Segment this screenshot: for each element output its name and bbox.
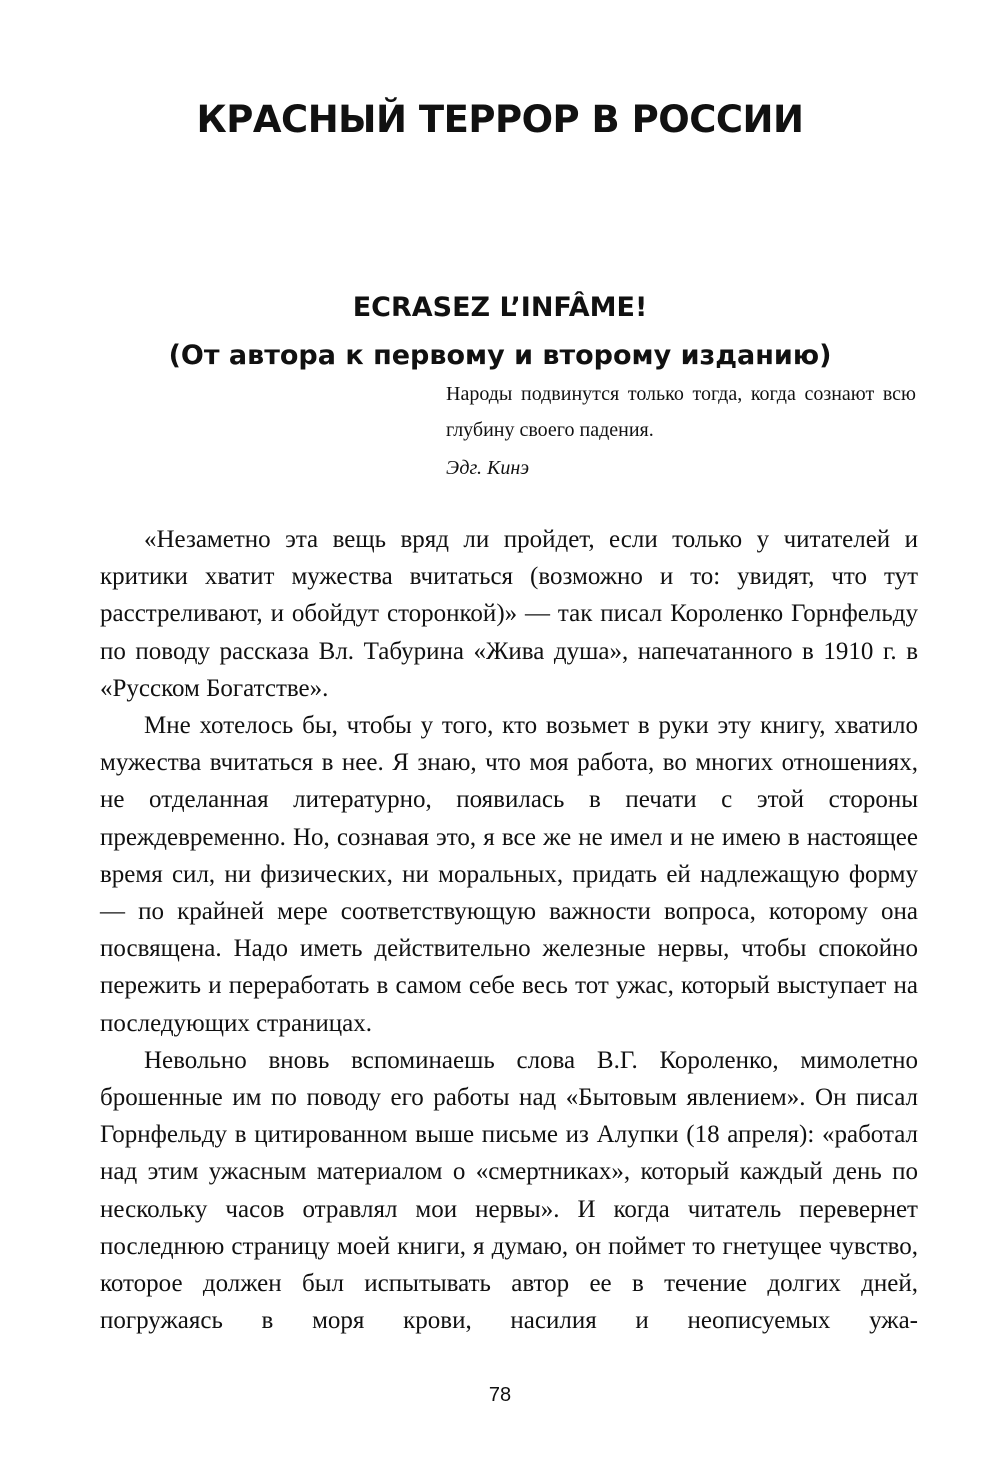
chapter-subtitle: (От автора к первому и второму изданию) — [168, 340, 832, 371]
page-number: 78 — [488, 1384, 512, 1406]
epigraph — [446, 376, 916, 486]
chapter-heading — [0, 284, 1000, 380]
chapter-title: ECRASEZ L’INFÂME! — [352, 292, 648, 323]
body-text — [100, 521, 918, 1339]
paragraph: Невольно вновь вспоминаешь слова В.Г. Короленко, мимолетно брошенные им по поводу его работы над «Бытовым явлением». Он писал Горнфельду в цитированном выше письме из Алупки (18 апреля): «работал над этим ужасным материалом о «смертниках», который каждый день по нескольку часов отравлял мои нервы». И когда читатель перевернет последнюю страницу моей книги, я думаю, он поймет то гнетущее чувство, которое должен был испытывать автор ее в течение долгих дней, погружаясь в моря крови, насилия и неописуемых ужа- — [100, 1046, 918, 1335]
paragraph: «Незаметно эта вещь вряд ли пройдет, если только у читателей и критики хватит мужества вчитаться (возможно и то: увидят, что тут расстреливают, и обойдут сторонкой)» — так писал Короленко Горнфельду по поводу рассказа Вл. Табурина «Жива душа», напечатанного в 1910 г. в «Русском Богатстве». — [100, 526, 918, 702]
book-title: КРАСНЫЙ ТЕРРОР В РОССИИ — [196, 98, 804, 141]
paragraph: Мне хотелось бы, чтобы у того, кто возьмет в руки эту книгу, хватило мужества вчитаться в нее. Я знаю, что моя работа, во многих отношениях, не отделанная литературно, появилась в печати с этой стороны преждевременно. Но, сознавая это, я все же не имел и не имею в настоящее время сил, ни физических, ни моральных, придать ей надлежащую форму — по крайней мере соответствующую важности вопроса, которому она посвящена. Надо иметь действительно железные нервы, чтобы спокойно пережить и переработать в самом себе весь тот ужас, который выступает на последующих страницах. — [100, 712, 918, 1037]
epigraph-author: Эдг. Кинэ — [446, 457, 530, 479]
epigraph-text: Народы подвинутся только тогда, когда сознают всю глубину своего падения. — [446, 383, 916, 441]
